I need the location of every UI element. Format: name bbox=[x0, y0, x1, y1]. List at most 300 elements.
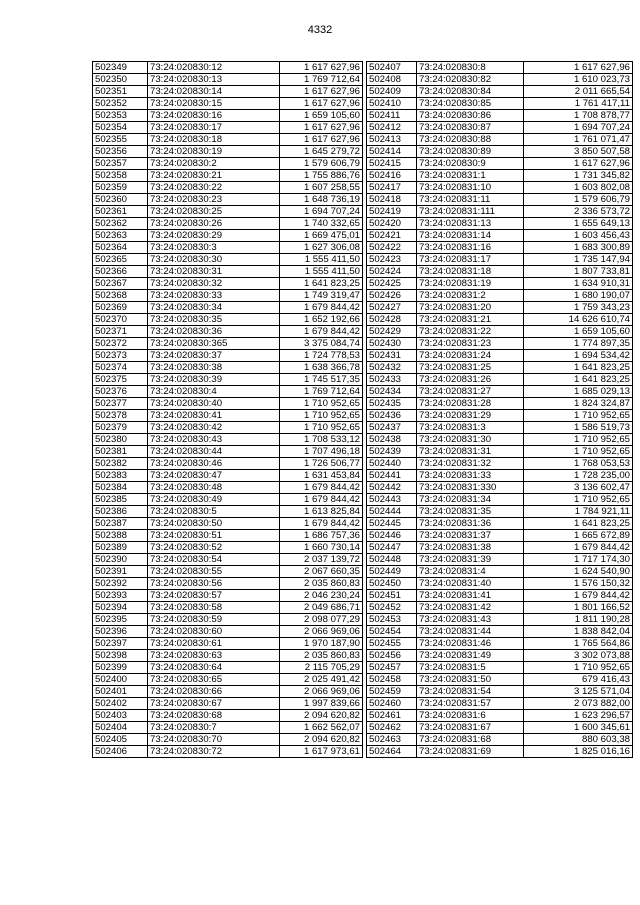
cadastral-number-cell: 73:24:020831:14 bbox=[417, 230, 524, 242]
table-row bbox=[93, 602, 363, 614]
cadastral-value-cell: 2 073 882,00 bbox=[524, 698, 633, 710]
table-row bbox=[93, 566, 363, 578]
cadastral-value-cell: 1 825 016,16 bbox=[524, 746, 633, 758]
cadastral-number-cell: 73:24:020830:58 bbox=[148, 602, 280, 614]
cadastral-number-cell: 73:24:020830:43 bbox=[148, 434, 280, 446]
record-id-cell: 502355 bbox=[93, 134, 148, 146]
cadastral-value-cell: 1 607 258,55 bbox=[280, 182, 363, 194]
cadastral-value-cell: 1 694 534,42 bbox=[524, 350, 633, 362]
table-row bbox=[367, 746, 633, 758]
record-id-cell: 502448 bbox=[367, 554, 417, 566]
cadastral-value-cell: 1 586 519,73 bbox=[524, 422, 633, 434]
cadastral-number-cell: 73:24:020830:14 bbox=[148, 86, 280, 98]
record-id-cell: 502356 bbox=[93, 146, 148, 158]
cadastral-value-cell: 1 759 343,23 bbox=[524, 302, 633, 314]
cadastral-number-cell: 73:24:020830:65 bbox=[148, 674, 280, 686]
cadastral-value-cell: 1 970 187,90 bbox=[280, 638, 363, 650]
table-row bbox=[367, 302, 633, 314]
cadastral-number-cell: 73:24:020831:34 bbox=[417, 494, 524, 506]
cadastral-value-cell: 2 094 620,82 bbox=[280, 710, 363, 722]
table-row bbox=[93, 746, 363, 758]
register-table-body-right bbox=[367, 62, 633, 758]
cadastral-number-cell: 73:24:020831:68 bbox=[417, 734, 524, 746]
cadastral-value-cell: 1 761 071,47 bbox=[524, 134, 633, 146]
cadastral-value-cell: 1 627 306,08 bbox=[280, 242, 363, 254]
cadastral-number-cell: 73:24:020831:32 bbox=[417, 458, 524, 470]
register-table-left bbox=[92, 61, 363, 758]
cadastral-number-cell: 73:24:020831:42 bbox=[417, 602, 524, 614]
record-id-cell: 502413 bbox=[367, 134, 417, 146]
cadastral-number-cell: 73:24:020830:88 bbox=[417, 134, 524, 146]
cadastral-number-cell: 73:24:020831:23 bbox=[417, 338, 524, 350]
record-id-cell: 502416 bbox=[367, 170, 417, 182]
cadastral-number-cell: 73:24:020830:54 bbox=[148, 554, 280, 566]
cadastral-value-cell: 2 115 705,29 bbox=[280, 662, 363, 674]
record-id-cell: 502439 bbox=[367, 446, 417, 458]
table-row bbox=[93, 710, 363, 722]
table-row bbox=[367, 710, 633, 722]
cadastral-value-cell: 2 094 620,82 bbox=[280, 734, 363, 746]
cadastral-value-cell: 1 708 878,77 bbox=[524, 110, 633, 122]
record-id-cell: 502438 bbox=[367, 434, 417, 446]
record-id-cell: 502382 bbox=[93, 458, 148, 470]
cadastral-number-cell: 73:24:020830:85 bbox=[417, 98, 524, 110]
cadastral-value-cell: 1 617 973,61 bbox=[280, 746, 363, 758]
table-row bbox=[93, 626, 363, 638]
table-row bbox=[93, 470, 363, 482]
table-row bbox=[367, 242, 633, 254]
cadastral-number-cell: 73:24:020830:72 bbox=[148, 746, 280, 758]
table-row bbox=[367, 194, 633, 206]
cadastral-number-cell: 73:24:020831:31 bbox=[417, 446, 524, 458]
table-row bbox=[93, 686, 363, 698]
table-row bbox=[93, 674, 363, 686]
table-row bbox=[93, 302, 363, 314]
cadastral-value-cell: 1 710 952,65 bbox=[524, 434, 633, 446]
table-row bbox=[367, 146, 633, 158]
cadastral-value-cell: 1 617 627,96 bbox=[280, 98, 363, 110]
cadastral-value-cell: 3 850 507,58 bbox=[524, 146, 633, 158]
cadastral-value-cell: 1 679 844,42 bbox=[524, 542, 633, 554]
table-row bbox=[93, 146, 363, 158]
table-row bbox=[367, 518, 633, 530]
record-id-cell: 502456 bbox=[367, 650, 417, 662]
cadastral-value-cell: 1 784 921,11 bbox=[524, 506, 633, 518]
table-row bbox=[367, 122, 633, 134]
cadastral-value-cell: 1 624 540,90 bbox=[524, 566, 633, 578]
cadastral-value-cell: 2 067 660,35 bbox=[280, 566, 363, 578]
table-row bbox=[367, 494, 633, 506]
cadastral-value-cell: 2 035 860,83 bbox=[280, 650, 363, 662]
record-id-cell: 502400 bbox=[93, 674, 148, 686]
table-row bbox=[367, 554, 633, 566]
table-row bbox=[367, 446, 633, 458]
cadastral-number-cell: 73:24:020830:13 bbox=[148, 74, 280, 86]
table-row bbox=[93, 122, 363, 134]
cadastral-number-cell: 73:24:020831:13 bbox=[417, 218, 524, 230]
record-id-cell: 502388 bbox=[93, 530, 148, 542]
cadastral-number-cell: 73:24:020830:51 bbox=[148, 530, 280, 542]
cadastral-value-cell: 1 710 952,65 bbox=[280, 422, 363, 434]
cadastral-value-cell: 1 655 649,13 bbox=[524, 218, 633, 230]
cadastral-number-cell: 73:24:020831:1 bbox=[417, 170, 524, 182]
record-id-cell: 502349 bbox=[93, 62, 148, 74]
table-row bbox=[367, 662, 633, 674]
record-id-cell: 502446 bbox=[367, 530, 417, 542]
record-id-cell: 502379 bbox=[93, 422, 148, 434]
record-id-cell: 502358 bbox=[93, 170, 148, 182]
cadastral-number-cell: 73:24:020830:48 bbox=[148, 482, 280, 494]
record-id-cell: 502395 bbox=[93, 614, 148, 626]
cadastral-value-cell: 2 011 665,54 bbox=[524, 86, 633, 98]
cadastral-value-cell: 1 623 296,57 bbox=[524, 710, 633, 722]
cadastral-value-cell: 1 617 627,96 bbox=[280, 62, 363, 74]
table-row bbox=[93, 350, 363, 362]
table-row bbox=[93, 110, 363, 122]
record-id-cell: 502443 bbox=[367, 494, 417, 506]
cadastral-number-cell: 73:24:020831:28 bbox=[417, 398, 524, 410]
cadastral-number-cell: 73:24:020830:12 bbox=[148, 62, 280, 74]
cadastral-value-cell: 1 724 778,53 bbox=[280, 350, 363, 362]
cadastral-number-cell: 73:24:020830:5 bbox=[148, 506, 280, 518]
record-id-cell: 502437 bbox=[367, 422, 417, 434]
cadastral-number-cell: 73:24:020830:89 bbox=[417, 146, 524, 158]
record-id-cell: 502369 bbox=[93, 302, 148, 314]
cadastral-number-cell: 73:24:020831:21 bbox=[417, 314, 524, 326]
table-row bbox=[93, 530, 363, 542]
cadastral-value-cell: 1 679 844,42 bbox=[280, 494, 363, 506]
cadastral-value-cell: 1 769 712,64 bbox=[280, 386, 363, 398]
cadastral-number-cell: 73:24:020831:29 bbox=[417, 410, 524, 422]
cadastral-value-cell: 1 735 147,94 bbox=[524, 254, 633, 266]
cadastral-number-cell: 73:24:020830:52 bbox=[148, 542, 280, 554]
cadastral-number-cell: 73:24:020831:35 bbox=[417, 506, 524, 518]
cadastral-value-cell: 1 660 730,14 bbox=[280, 542, 363, 554]
cadastral-value-cell: 1 659 105,60 bbox=[280, 110, 363, 122]
record-id-cell: 502370 bbox=[93, 314, 148, 326]
cadastral-number-cell: 73:24:020830:17 bbox=[148, 122, 280, 134]
table-row bbox=[367, 686, 633, 698]
cadastral-value-cell: 1 811 190,28 bbox=[524, 614, 633, 626]
record-id-cell: 502367 bbox=[93, 278, 148, 290]
cadastral-number-cell: 73:24:020830:39 bbox=[148, 374, 280, 386]
table-row bbox=[367, 326, 633, 338]
cadastral-number-cell: 73:24:020830:59 bbox=[148, 614, 280, 626]
record-id-cell: 502429 bbox=[367, 326, 417, 338]
record-id-cell: 502463 bbox=[367, 734, 417, 746]
cadastral-value-cell: 2 046 230,24 bbox=[280, 590, 363, 602]
record-id-cell: 502352 bbox=[93, 98, 148, 110]
cadastral-value-cell: 1 683 300,89 bbox=[524, 242, 633, 254]
cadastral-number-cell: 73:24:020831:11 bbox=[417, 194, 524, 206]
record-id-cell: 502371 bbox=[93, 326, 148, 338]
cadastral-number-cell: 73:24:020831:37 bbox=[417, 530, 524, 542]
cadastral-number-cell: 73:24:020831:40 bbox=[417, 578, 524, 590]
record-id-cell: 502403 bbox=[93, 710, 148, 722]
cadastral-value-cell: 1 613 825,84 bbox=[280, 506, 363, 518]
record-id-cell: 502460 bbox=[367, 698, 417, 710]
cadastral-number-cell: 73:24:020830:365 bbox=[148, 338, 280, 350]
table-row bbox=[93, 170, 363, 182]
cadastral-value-cell: 1 679 844,42 bbox=[280, 482, 363, 494]
record-id-cell: 502385 bbox=[93, 494, 148, 506]
cadastral-number-cell: 73:24:020831:69 bbox=[417, 746, 524, 758]
cadastral-number-cell: 73:24:020830:36 bbox=[148, 326, 280, 338]
table-row bbox=[93, 398, 363, 410]
cadastral-value-cell: 2 336 573,72 bbox=[524, 206, 633, 218]
cadastral-value-cell: 1 838 842,04 bbox=[524, 626, 633, 638]
record-id-cell: 502383 bbox=[93, 470, 148, 482]
record-id-cell: 502420 bbox=[367, 218, 417, 230]
cadastral-value-cell: 1 610 023,73 bbox=[524, 74, 633, 86]
cadastral-value-cell: 1 710 952,65 bbox=[524, 410, 633, 422]
record-id-cell: 502425 bbox=[367, 278, 417, 290]
table-row bbox=[367, 566, 633, 578]
cadastral-number-cell: 73:24:020830:23 bbox=[148, 194, 280, 206]
record-id-cell: 502424 bbox=[367, 266, 417, 278]
table-row bbox=[367, 398, 633, 410]
table-row bbox=[367, 62, 633, 74]
record-id-cell: 502363 bbox=[93, 230, 148, 242]
table-row bbox=[367, 254, 633, 266]
cadastral-value-cell: 1 774 897,35 bbox=[524, 338, 633, 350]
cadastral-number-cell: 73:24:020831:18 bbox=[417, 266, 524, 278]
record-id-cell: 502452 bbox=[367, 602, 417, 614]
cadastral-value-cell: 1 710 952,65 bbox=[280, 398, 363, 410]
cadastral-number-cell: 73:24:020831:3 bbox=[417, 422, 524, 434]
record-id-cell: 502357 bbox=[93, 158, 148, 170]
cadastral-number-cell: 73:24:020830:32 bbox=[148, 278, 280, 290]
cadastral-number-cell: 73:24:020830:21 bbox=[148, 170, 280, 182]
record-id-cell: 502415 bbox=[367, 158, 417, 170]
table-row bbox=[93, 254, 363, 266]
record-id-cell: 502353 bbox=[93, 110, 148, 122]
cadastral-value-cell: 1 603 456,43 bbox=[524, 230, 633, 242]
cadastral-value-cell: 1 659 105,60 bbox=[524, 326, 633, 338]
cadastral-value-cell: 1 740 332,65 bbox=[280, 218, 363, 230]
cadastral-value-cell: 1 707 496,18 bbox=[280, 446, 363, 458]
record-id-cell: 502458 bbox=[367, 674, 417, 686]
record-id-cell: 502406 bbox=[93, 746, 148, 758]
table-row bbox=[367, 506, 633, 518]
record-id-cell: 502450 bbox=[367, 578, 417, 590]
record-id-cell: 502462 bbox=[367, 722, 417, 734]
table-row bbox=[93, 374, 363, 386]
cadastral-number-cell: 73:24:020830:15 bbox=[148, 98, 280, 110]
record-id-cell: 502459 bbox=[367, 686, 417, 698]
cadastral-number-cell: 73:24:020830:50 bbox=[148, 518, 280, 530]
cadastral-value-cell: 1 755 886,76 bbox=[280, 170, 363, 182]
cadastral-number-cell: 73:24:020831:54 bbox=[417, 686, 524, 698]
record-id-cell: 502402 bbox=[93, 698, 148, 710]
record-id-cell: 502377 bbox=[93, 398, 148, 410]
cadastral-value-cell: 1 617 627,96 bbox=[524, 62, 633, 74]
cadastral-number-cell: 73:24:020830:26 bbox=[148, 218, 280, 230]
cadastral-number-cell: 73:24:020831:19 bbox=[417, 278, 524, 290]
cadastral-value-cell: 14 626 610,74 bbox=[524, 314, 633, 326]
record-id-cell: 502364 bbox=[93, 242, 148, 254]
record-id-cell: 502409 bbox=[367, 86, 417, 98]
table-row bbox=[367, 542, 633, 554]
table-row bbox=[93, 182, 363, 194]
table-row bbox=[367, 626, 633, 638]
table-row bbox=[93, 242, 363, 254]
table-row bbox=[93, 518, 363, 530]
cadastral-number-cell: 73:24:020830:30 bbox=[148, 254, 280, 266]
cadastral-value-cell: 2 098 077,29 bbox=[280, 614, 363, 626]
cadastral-number-cell: 73:24:020830:84 bbox=[417, 86, 524, 98]
record-id-cell: 502381 bbox=[93, 446, 148, 458]
record-id-cell: 502350 bbox=[93, 74, 148, 86]
record-id-cell: 502391 bbox=[93, 566, 148, 578]
cadastral-number-cell: 73:24:020831:46 bbox=[417, 638, 524, 650]
record-id-cell: 502419 bbox=[367, 206, 417, 218]
table-row bbox=[93, 194, 363, 206]
cadastral-number-cell: 73:24:020831:17 bbox=[417, 254, 524, 266]
record-id-cell: 502436 bbox=[367, 410, 417, 422]
cadastral-number-cell: 73:24:020831:30 bbox=[417, 434, 524, 446]
cadastral-number-cell: 73:24:020831:50 bbox=[417, 674, 524, 686]
table-row bbox=[367, 182, 633, 194]
table-row bbox=[367, 362, 633, 374]
cadastral-number-cell: 73:24:020830:44 bbox=[148, 446, 280, 458]
table-row bbox=[93, 458, 363, 470]
cadastral-value-cell: 1 662 562,07 bbox=[280, 722, 363, 734]
table-row bbox=[93, 134, 363, 146]
table-row bbox=[367, 74, 633, 86]
record-id-cell: 502411 bbox=[367, 110, 417, 122]
cadastral-value-cell: 1 665 672,89 bbox=[524, 530, 633, 542]
record-id-cell: 502453 bbox=[367, 614, 417, 626]
table-row bbox=[93, 446, 363, 458]
cadastral-value-cell: 1 579 606,79 bbox=[524, 194, 633, 206]
cadastral-number-cell: 73:24:020830:19 bbox=[148, 146, 280, 158]
record-id-cell: 502464 bbox=[367, 746, 417, 758]
cadastral-value-cell: 1 634 910,31 bbox=[524, 278, 633, 290]
cadastral-number-cell: 73:24:020831:36 bbox=[417, 518, 524, 530]
record-id-cell: 502455 bbox=[367, 638, 417, 650]
cadastral-value-cell: 2 037 139,72 bbox=[280, 554, 363, 566]
record-id-cell: 502374 bbox=[93, 362, 148, 374]
cadastral-number-cell: 73:24:020830:55 bbox=[148, 566, 280, 578]
table-row bbox=[93, 662, 363, 674]
cadastral-value-cell: 1 555 411,50 bbox=[280, 266, 363, 278]
record-id-cell: 502398 bbox=[93, 650, 148, 662]
cadastral-value-cell: 1 807 733,81 bbox=[524, 266, 633, 278]
cadastral-value-cell: 1 824 324,87 bbox=[524, 398, 633, 410]
table-row bbox=[367, 134, 633, 146]
cadastral-number-cell: 73:24:020831:2 bbox=[417, 290, 524, 302]
cadastral-number-cell: 73:24:020831:67 bbox=[417, 722, 524, 734]
record-id-cell: 502430 bbox=[367, 338, 417, 350]
cadastral-number-cell: 73:24:020830:29 bbox=[148, 230, 280, 242]
cadastral-number-cell: 73:24:020831:330 bbox=[417, 482, 524, 494]
table-row bbox=[367, 314, 633, 326]
cadastral-number-cell: 73:24:020831:44 bbox=[417, 626, 524, 638]
cadastral-value-cell: 1 579 606,79 bbox=[280, 158, 363, 170]
table-row bbox=[93, 74, 363, 86]
record-id-cell: 502401 bbox=[93, 686, 148, 698]
record-id-cell: 502449 bbox=[367, 566, 417, 578]
cadastral-value-cell: 1 745 517,35 bbox=[280, 374, 363, 386]
cadastral-number-cell: 73:24:020831:5 bbox=[417, 662, 524, 674]
cadastral-value-cell: 1 679 844,42 bbox=[280, 326, 363, 338]
table-row bbox=[367, 458, 633, 470]
record-id-cell: 502392 bbox=[93, 578, 148, 590]
table-row bbox=[367, 614, 633, 626]
record-id-cell: 502412 bbox=[367, 122, 417, 134]
table-row bbox=[93, 218, 363, 230]
record-id-cell: 502407 bbox=[367, 62, 417, 74]
cadastral-value-cell: 3 375 084,74 bbox=[280, 338, 363, 350]
record-id-cell: 502372 bbox=[93, 338, 148, 350]
cadastral-number-cell: 73:24:020831:10 bbox=[417, 182, 524, 194]
record-id-cell: 502354 bbox=[93, 122, 148, 134]
cadastral-number-cell: 73:24:020830:67 bbox=[148, 698, 280, 710]
table-row bbox=[93, 98, 363, 110]
cadastral-value-cell: 679 416,43 bbox=[524, 674, 633, 686]
cadastral-value-cell: 1 717 174,30 bbox=[524, 554, 633, 566]
cadastral-value-cell: 1 749 319,47 bbox=[280, 290, 363, 302]
record-id-cell: 502351 bbox=[93, 86, 148, 98]
cadastral-number-cell: 73:24:020830:8 bbox=[417, 62, 524, 74]
table-row bbox=[93, 362, 363, 374]
table-row bbox=[367, 578, 633, 590]
cadastral-number-cell: 73:24:020831:16 bbox=[417, 242, 524, 254]
table-row bbox=[367, 86, 633, 98]
cadastral-value-cell: 1 726 506,77 bbox=[280, 458, 363, 470]
cadastral-number-cell: 73:24:020831:38 bbox=[417, 542, 524, 554]
cadastral-value-cell: 1 694 707,24 bbox=[524, 122, 633, 134]
record-id-cell: 502405 bbox=[93, 734, 148, 746]
record-id-cell: 502431 bbox=[367, 350, 417, 362]
table-row bbox=[367, 722, 633, 734]
cadastral-number-cell: 73:24:020831:39 bbox=[417, 554, 524, 566]
table-row bbox=[367, 650, 633, 662]
table-row bbox=[367, 530, 633, 542]
record-id-cell: 502440 bbox=[367, 458, 417, 470]
record-id-cell: 502435 bbox=[367, 398, 417, 410]
table-row bbox=[93, 266, 363, 278]
table-row bbox=[93, 494, 363, 506]
record-id-cell: 502394 bbox=[93, 602, 148, 614]
record-id-cell: 502390 bbox=[93, 554, 148, 566]
record-id-cell: 502365 bbox=[93, 254, 148, 266]
cadastral-value-cell: 2 025 491,42 bbox=[280, 674, 363, 686]
cadastral-number-cell: 73:24:020831:20 bbox=[417, 302, 524, 314]
table-row bbox=[93, 290, 363, 302]
cadastral-value-cell: 1 648 736,19 bbox=[280, 194, 363, 206]
table-row bbox=[93, 638, 363, 650]
cadastral-value-cell: 1 801 166,52 bbox=[524, 602, 633, 614]
record-id-cell: 502397 bbox=[93, 638, 148, 650]
record-id-cell: 502427 bbox=[367, 302, 417, 314]
page-number: 4332 bbox=[307, 24, 333, 36]
cadastral-value-cell: 1 652 192,66 bbox=[280, 314, 363, 326]
cadastral-value-cell: 1 694 707,24 bbox=[280, 206, 363, 218]
record-id-cell: 502410 bbox=[367, 98, 417, 110]
cadastral-number-cell: 73:24:020830:40 bbox=[148, 398, 280, 410]
table-row bbox=[93, 338, 363, 350]
record-id-cell: 502441 bbox=[367, 470, 417, 482]
table-row bbox=[367, 602, 633, 614]
cadastral-number-cell: 73:24:020830:18 bbox=[148, 134, 280, 146]
record-id-cell: 502408 bbox=[367, 74, 417, 86]
cadastral-number-cell: 73:24:020830:37 bbox=[148, 350, 280, 362]
cadastral-value-cell: 2 035 860,83 bbox=[280, 578, 363, 590]
record-id-cell: 502404 bbox=[93, 722, 148, 734]
cadastral-number-cell: 73:24:020831:26 bbox=[417, 374, 524, 386]
